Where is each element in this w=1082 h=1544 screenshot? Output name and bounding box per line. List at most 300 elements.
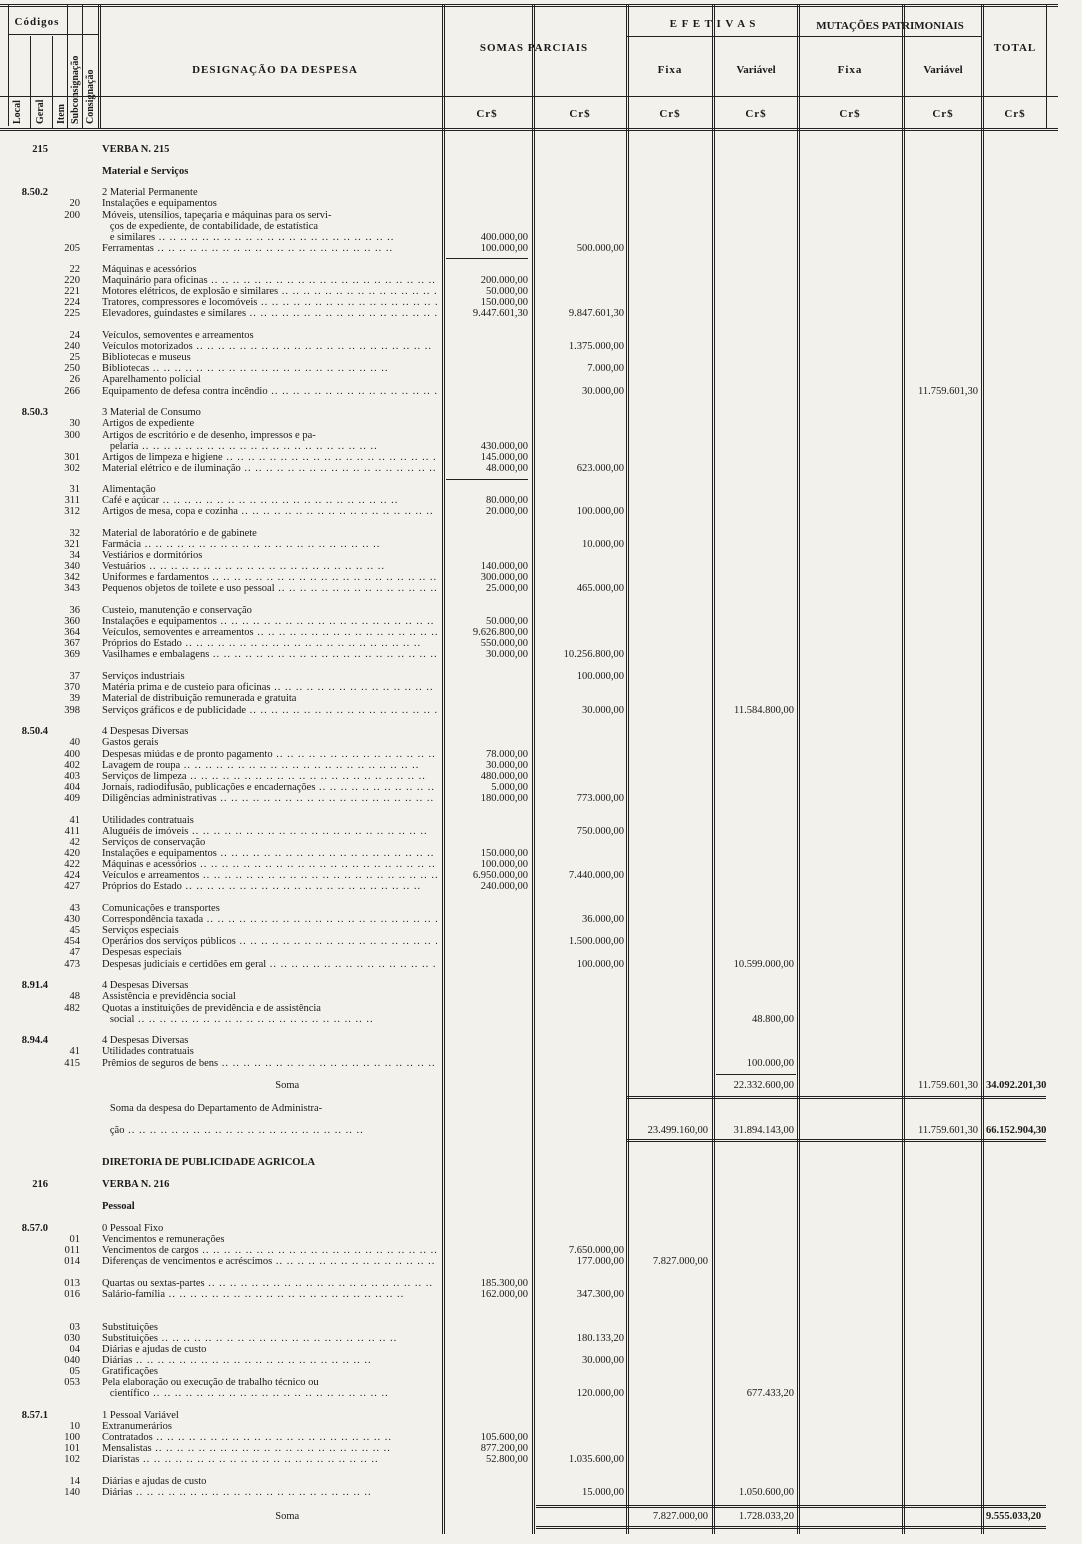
row-description: Diaristas .. .. xyxy=(102,1454,437,1465)
amount-mvar: 11.759.601,30 xyxy=(918,1080,978,1091)
amount-parc: 100.000,00 xyxy=(576,671,624,682)
table-row xyxy=(0,210,1082,221)
amount-parc: 1.375.000,00 xyxy=(568,341,624,352)
amount-var: 100.000,00 xyxy=(746,1058,794,1069)
amount-var: 31.894.143,00 xyxy=(733,1125,794,1136)
table-row xyxy=(0,627,1082,638)
row-description: Pela elaboração ou execução de trabalho técnico ou xyxy=(102,1377,319,1388)
row-description: Custeio, manutenção e conservação xyxy=(102,605,252,616)
row-description: Substituições xyxy=(102,1322,159,1333)
amount-somas: 185.300,00 xyxy=(480,1278,528,1289)
row-item-code: 422 xyxy=(64,859,80,870)
row-description: Alimentação xyxy=(102,484,156,495)
row-description: Serviços gráficos e de publicidade .. .. xyxy=(102,705,437,716)
amount-var: 22.332.600,00 xyxy=(733,1080,794,1091)
row-description: Pequenos objetos de toilete e uso pessoal .. .. xyxy=(102,583,437,594)
row-item-code: 31 xyxy=(69,484,80,495)
row-description: Instalações e equipamentos .. .. xyxy=(102,848,437,859)
row-description: Gastos gerais xyxy=(102,737,159,748)
table-row xyxy=(0,848,1082,859)
amount-somas: 150.000,00 xyxy=(480,848,528,859)
row-item-code: 367 xyxy=(64,638,80,649)
table-row xyxy=(0,221,1082,232)
row-item-code: 45 xyxy=(69,925,80,936)
amount-somas: 400.000,00 xyxy=(480,232,528,243)
row-item-code: 25 xyxy=(69,352,80,363)
row-item-code: 101 xyxy=(64,1443,80,1454)
table-row xyxy=(0,187,1082,198)
row-description: Aluguéis de imóveis .. .. xyxy=(102,826,437,837)
amount-somas: 100.000,00 xyxy=(480,243,528,254)
efetivas-header: E F E T I V A S xyxy=(669,18,757,30)
amount-total: 34.092.201,30 xyxy=(986,1080,1047,1091)
amount-somas: 25.000,00 xyxy=(486,583,528,594)
row-description: Próprios do Estado .. .. xyxy=(102,638,437,649)
codigos-header: Códigos xyxy=(14,16,60,28)
row-description: Gratificações xyxy=(102,1366,158,1377)
table-row xyxy=(0,1410,1082,1421)
table-row xyxy=(0,793,1082,804)
table-row xyxy=(0,441,1082,452)
amount-somas: 48.000,00 xyxy=(486,463,528,474)
row-description: Lavagem de roupa .. .. xyxy=(102,760,437,771)
row-item-code: 011 xyxy=(64,1245,80,1256)
col-line xyxy=(82,4,83,128)
row-description: 1 Pessoal Variável xyxy=(102,1410,179,1421)
amount-var: 677.433,20 xyxy=(746,1388,794,1399)
row-description: Vasilhames e embalagens .. .. xyxy=(102,649,437,660)
row-description: Comunicações e transportes xyxy=(102,903,220,914)
table-row xyxy=(0,495,1082,506)
amount-somas: 5.000,00 xyxy=(491,782,528,793)
row-description: Tratores, compressores e locomóveis .. .. xyxy=(102,297,437,308)
table-row xyxy=(0,693,1082,704)
table-row xyxy=(0,1080,1082,1091)
table-row xyxy=(0,243,1082,254)
row-description: Despesas especiais xyxy=(102,947,182,958)
row-item-code: 321 xyxy=(64,539,80,550)
table-row xyxy=(0,528,1082,539)
subtotal-rule xyxy=(446,258,528,259)
row-item-code: 482 xyxy=(64,1003,80,1014)
row-item-code: 427 xyxy=(64,881,80,892)
row-item-code: 370 xyxy=(64,682,80,693)
row-description: Material e Serviços xyxy=(102,166,189,177)
row-description: 4 Despesas Diversas xyxy=(102,1035,189,1046)
amount-parc: 30.000,00 xyxy=(582,705,624,716)
row-description: Utilidades contratuais xyxy=(102,1046,194,1057)
table-row xyxy=(0,1454,1082,1465)
row-description: social .. .. xyxy=(102,1014,437,1025)
row-item-code: 39 xyxy=(69,693,80,704)
row-code: 8.91.4 xyxy=(21,980,48,991)
table-row xyxy=(0,771,1082,782)
table-row xyxy=(0,760,1082,771)
total-rule xyxy=(626,1139,1046,1142)
row-item-code: 040 xyxy=(64,1355,80,1366)
row-description: Vencimentos de cargos .. .. xyxy=(102,1245,437,1256)
amount-parc: 10.256.800,00 xyxy=(563,649,624,660)
row-description: Veículos e arreamentos .. .. xyxy=(102,870,437,881)
col-line xyxy=(30,36,31,128)
row-item-code: 221 xyxy=(64,286,80,297)
amount-fixa: 7.827.000,00 xyxy=(652,1256,708,1267)
row-item-code: 340 xyxy=(64,561,80,572)
row-description: Próprios do Estado .. .. xyxy=(102,881,437,892)
row-description: Soma xyxy=(102,1511,300,1522)
table-row xyxy=(0,1443,1082,1454)
table-row xyxy=(0,925,1082,936)
table-row xyxy=(0,1344,1082,1355)
row-item-code: 43 xyxy=(69,903,80,914)
amount-somas: 300.000,00 xyxy=(480,572,528,583)
table-row xyxy=(0,308,1082,319)
amount-mvar: 11.759.601,30 xyxy=(918,386,978,397)
mut-variavel-header: Variável xyxy=(923,64,963,76)
row-item-code: 300 xyxy=(64,430,80,441)
table-row xyxy=(0,1014,1082,1025)
row-item-code: 013 xyxy=(64,1278,80,1289)
table-row xyxy=(0,1157,1082,1168)
table-row xyxy=(0,1388,1082,1399)
table-row xyxy=(0,959,1082,970)
table-row xyxy=(0,605,1082,616)
row-description: Operários dos serviços públicos .. .. xyxy=(102,936,437,947)
row-description: Diligências administrativas .. .. xyxy=(102,793,437,804)
row-item-code: 312 xyxy=(64,506,80,517)
amount-parc: 1.035.600,00 xyxy=(568,1454,624,1465)
col-line xyxy=(52,36,53,128)
amount-somas: 9.626.800,00 xyxy=(472,627,528,638)
amount-fixa: 7.827.000,00 xyxy=(652,1511,708,1522)
amount-parc: 7.650.000,00 xyxy=(568,1245,624,1256)
row-description: Bibliotecas .. .. xyxy=(102,363,437,374)
table-row xyxy=(0,1289,1082,1300)
row-description: 4 Despesas Diversas xyxy=(102,980,189,991)
table-row xyxy=(0,826,1082,837)
amount-somas: 100.000,00 xyxy=(480,859,528,870)
total-rule xyxy=(536,1505,1046,1508)
row-description: Máquinas e acessórios .. .. xyxy=(102,859,437,870)
amount-somas: 20.000,00 xyxy=(486,506,528,517)
codigos-rule xyxy=(8,34,98,35)
currency-label: Cr$ xyxy=(1004,108,1026,120)
amount-somas: 240.000,00 xyxy=(480,881,528,892)
col-line xyxy=(98,4,101,128)
row-description: Vencimentos e remunerações xyxy=(102,1234,225,1245)
table-row xyxy=(0,671,1082,682)
row-item-code: 403 xyxy=(64,771,80,782)
consignacao-header: Consignação xyxy=(85,69,96,124)
amount-parc: 177.000,00 xyxy=(576,1256,624,1267)
table-row xyxy=(0,1201,1082,1212)
row-description: Serviços de conservação xyxy=(102,837,206,848)
table-row xyxy=(0,682,1082,693)
row-description: Café e açúcar .. .. xyxy=(102,495,437,506)
row-item-code: 01 xyxy=(69,1234,80,1245)
row-code: 8.57.1 xyxy=(21,1410,48,1421)
row-item-code: 30 xyxy=(69,418,80,429)
row-item-code: 030 xyxy=(64,1333,80,1344)
currency-label: Cr$ xyxy=(745,108,767,120)
row-description: Quartas ou sextas-partes .. .. xyxy=(102,1278,437,1289)
table-row xyxy=(0,649,1082,660)
amount-parc: 465.000,00 xyxy=(576,583,624,594)
row-description: Diferenças de vencimentos e acréscimos .. .. xyxy=(102,1256,437,1267)
table-row xyxy=(0,374,1082,385)
row-description: Vestuários .. .. xyxy=(102,561,437,572)
row-code: 8.50.4 xyxy=(21,726,48,737)
table-row xyxy=(0,463,1082,474)
table-row xyxy=(0,881,1082,892)
amount-total: 66.152.904,30 xyxy=(986,1125,1047,1136)
row-description: Substituições .. .. xyxy=(102,1333,437,1344)
row-item-code: 41 xyxy=(69,1046,80,1057)
row-item-code: 402 xyxy=(64,760,80,771)
table-row xyxy=(0,166,1082,177)
col-line xyxy=(1046,4,1047,128)
table-row xyxy=(0,341,1082,352)
table-row xyxy=(0,947,1082,958)
amount-parc: 120.000,00 xyxy=(576,1388,624,1399)
row-description: Artigos de escritório e de desenho, impressos e pa- xyxy=(102,430,316,441)
table-row xyxy=(0,144,1082,155)
currency-label: Cr$ xyxy=(476,108,498,120)
amount-somas: 180.000,00 xyxy=(480,793,528,804)
item-header: Item xyxy=(56,104,67,124)
amount-parc: 30.000,00 xyxy=(582,1355,624,1366)
row-item-code: 205 xyxy=(64,243,80,254)
row-description: Mensalistas .. .. xyxy=(102,1443,437,1454)
row-description: ços de expediente, de contabilidade, de estatística xyxy=(102,221,319,232)
table-row xyxy=(0,572,1082,583)
row-description: Material elétrico e de iluminação .. .. xyxy=(102,463,437,474)
row-item-code: 014 xyxy=(64,1256,80,1267)
row-description: Elevadores, guindastes e similares .. .. xyxy=(102,308,437,319)
row-item-code: 20 xyxy=(69,198,80,209)
row-description: Diárias .. .. xyxy=(102,1487,437,1498)
row-description: Diárias e ajudas de custo xyxy=(102,1344,207,1355)
row-item-code: 48 xyxy=(69,991,80,1002)
row-description: Uniformes e fardamentos .. .. xyxy=(102,572,437,583)
row-code: 8.50.3 xyxy=(21,407,48,418)
row-item-code: 37 xyxy=(69,671,80,682)
amount-somas: 145.000,00 xyxy=(480,452,528,463)
row-description: Despesas judiciais e certidões em geral .. .. xyxy=(102,959,437,970)
table-row xyxy=(0,452,1082,463)
row-item-code: 03 xyxy=(69,1322,80,1333)
row-description: Soma xyxy=(102,1080,300,1091)
row-item-code: 40 xyxy=(69,737,80,748)
amount-var: 1.728.033,20 xyxy=(738,1511,794,1522)
row-description: 0 Pessoal Fixo xyxy=(102,1223,164,1234)
mutacoes-header: MUTAÇÕES PATRIMONIAIS xyxy=(816,20,964,32)
table-row xyxy=(0,297,1082,308)
table-row xyxy=(0,330,1082,341)
efetivas-rule xyxy=(626,36,981,37)
row-item-code: 053 xyxy=(64,1377,80,1388)
row-description: Móveis, utensílios, tapeçaria e máquinas para os servi- xyxy=(102,210,332,221)
amount-parc: 7.000,00 xyxy=(587,363,624,374)
row-description: científico .. .. xyxy=(102,1388,437,1399)
amount-somas: 480.000,00 xyxy=(480,771,528,782)
table-row xyxy=(0,1333,1082,1344)
row-description: Bibliotecas e museus xyxy=(102,352,191,363)
table-row xyxy=(0,1476,1082,1487)
row-description: Quotas a instituições de previdência e de assistência xyxy=(102,1003,321,1014)
row-item-code: 42 xyxy=(69,837,80,848)
table-row xyxy=(0,1179,1082,1190)
row-description: Serviços de limpeza .. .. xyxy=(102,771,437,782)
table-row xyxy=(0,484,1082,495)
row-description: Salário-família .. .. xyxy=(102,1289,437,1300)
row-description: Máquinas e acessórios xyxy=(102,264,197,275)
table-row xyxy=(0,638,1082,649)
row-item-code: 424 xyxy=(64,870,80,881)
table-row xyxy=(0,264,1082,275)
table-row xyxy=(0,859,1082,870)
table-row xyxy=(0,418,1082,429)
row-description: Maquinário para oficinas .. .. xyxy=(102,275,437,286)
amount-parc: 9.847.601,30 xyxy=(568,308,624,319)
row-description: Equipamento de defesa contra incêndio .. .. xyxy=(102,386,437,397)
row-item-code: 22 xyxy=(69,264,80,275)
table-row xyxy=(0,815,1082,826)
amount-parc: 36.000,00 xyxy=(582,914,624,925)
table-row xyxy=(0,870,1082,881)
table-row xyxy=(0,363,1082,374)
geral-header: Geral xyxy=(35,99,46,124)
table-row xyxy=(0,1035,1082,1046)
table-row xyxy=(0,903,1082,914)
amount-somas: 877.200,00 xyxy=(480,1443,528,1454)
table-row xyxy=(0,506,1082,517)
amount-parc: 750.000,00 xyxy=(576,826,624,837)
row-description: Ferramentas .. .. xyxy=(102,243,437,254)
table-row xyxy=(0,1421,1082,1432)
table-row xyxy=(0,980,1082,991)
row-code: 8.94.4 xyxy=(21,1035,48,1046)
row-item-code: 240 xyxy=(64,341,80,352)
row-description: Instalações e equipamentos .. .. xyxy=(102,616,437,627)
designacao-header: DESIGNAÇÃO DA DESPESA xyxy=(192,64,358,76)
row-item-code: 200 xyxy=(64,210,80,221)
row-item-code: 36 xyxy=(69,605,80,616)
table-row xyxy=(0,616,1082,627)
row-description: Artigos de limpeza e higiene .. .. xyxy=(102,452,437,463)
row-item-code: 404 xyxy=(64,782,80,793)
row-description: Veículos, semoventes e arreamentos .. .. xyxy=(102,627,437,638)
table-row xyxy=(0,1003,1082,1014)
table-row xyxy=(0,726,1082,737)
col-line xyxy=(67,4,68,128)
row-item-code: 225 xyxy=(64,308,80,319)
row-item-code: 454 xyxy=(64,936,80,947)
subtotal-rule xyxy=(446,479,528,480)
table-row xyxy=(0,275,1082,286)
row-item-code: 47 xyxy=(69,947,80,958)
row-item-code: 302 xyxy=(64,463,80,474)
row-description: Serviços especiais xyxy=(102,925,179,936)
row-description: Veículos motorizados .. .. xyxy=(102,341,437,352)
amount-parc: 1.500.000,00 xyxy=(568,936,624,947)
table-row xyxy=(0,1511,1082,1522)
row-description: Soma da despesa do Departamento de Administra- xyxy=(102,1103,323,1114)
table-row xyxy=(0,198,1082,209)
table-row xyxy=(0,782,1082,793)
table-row xyxy=(0,407,1082,418)
table-row xyxy=(0,1234,1082,1245)
row-item-code: 10 xyxy=(69,1421,80,1432)
row-description: Motores elétricos, de explosão e similares .. .. xyxy=(102,286,437,297)
row-code: 8.50.2 xyxy=(21,187,48,198)
row-code: 215 xyxy=(32,144,48,155)
table-row xyxy=(0,837,1082,848)
amount-somas: 200.000,00 xyxy=(480,275,528,286)
amount-parc: 10.000,00 xyxy=(582,539,624,550)
subtotal-rule xyxy=(716,1074,796,1075)
table-row xyxy=(0,749,1082,760)
header-top-rule xyxy=(0,4,1058,7)
table-row xyxy=(0,583,1082,594)
row-item-code: 473 xyxy=(64,959,80,970)
amount-parc: 100.000,00 xyxy=(576,506,624,517)
local-header: Local xyxy=(12,100,23,124)
amount-parc: 15.000,00 xyxy=(582,1487,624,1498)
amount-total: 9.555.033,20 xyxy=(986,1511,1042,1522)
row-description: Farmácia .. .. xyxy=(102,539,437,550)
row-item-code: 016 xyxy=(64,1289,80,1300)
row-description: Prêmios de seguros de bens .. .. xyxy=(102,1058,437,1069)
variavel-header: Variável xyxy=(736,64,776,76)
total-rule xyxy=(536,1526,1046,1529)
row-item-code: 342 xyxy=(64,572,80,583)
row-description: Matéria prima e de custeio para oficinas .. .. xyxy=(102,682,437,693)
table-row xyxy=(0,550,1082,561)
table-row xyxy=(0,1322,1082,1333)
row-description: pelaria .. .. xyxy=(102,441,437,452)
table-row xyxy=(0,561,1082,572)
amount-somas: 30.000,00 xyxy=(486,760,528,771)
row-description: 4 Despesas Diversas xyxy=(102,726,189,737)
currency-label: Cr$ xyxy=(569,108,591,120)
row-item-code: 398 xyxy=(64,705,80,716)
amount-parc: 500.000,00 xyxy=(576,243,624,254)
amount-parc: 30.000,00 xyxy=(582,386,624,397)
row-description: Material de distribuição remunerada e gratuita xyxy=(102,693,297,704)
amount-somas: 50.000,00 xyxy=(486,616,528,627)
amount-somas: 78.000,00 xyxy=(486,749,528,760)
row-item-code: 41 xyxy=(69,815,80,826)
table-row xyxy=(0,1487,1082,1498)
row-code: 216 xyxy=(32,1179,48,1190)
amount-var: 10.599.000,00 xyxy=(733,959,794,970)
table-row xyxy=(0,1355,1082,1366)
table-row xyxy=(0,936,1082,947)
row-description: Pessoal xyxy=(102,1201,135,1212)
row-item-code: 04 xyxy=(69,1344,80,1355)
header-bottom-rule xyxy=(0,128,1058,131)
row-item-code: 140 xyxy=(64,1487,80,1498)
currency-label: Cr$ xyxy=(932,108,954,120)
row-item-code: 24 xyxy=(69,330,80,341)
row-item-code: 102 xyxy=(64,1454,80,1465)
amount-somas: 52.800,00 xyxy=(486,1454,528,1465)
amount-parc: 347.300,00 xyxy=(576,1289,624,1300)
row-item-code: 369 xyxy=(64,649,80,660)
amount-parc: 100.000,00 xyxy=(576,959,624,970)
row-item-code: 266 xyxy=(64,386,80,397)
